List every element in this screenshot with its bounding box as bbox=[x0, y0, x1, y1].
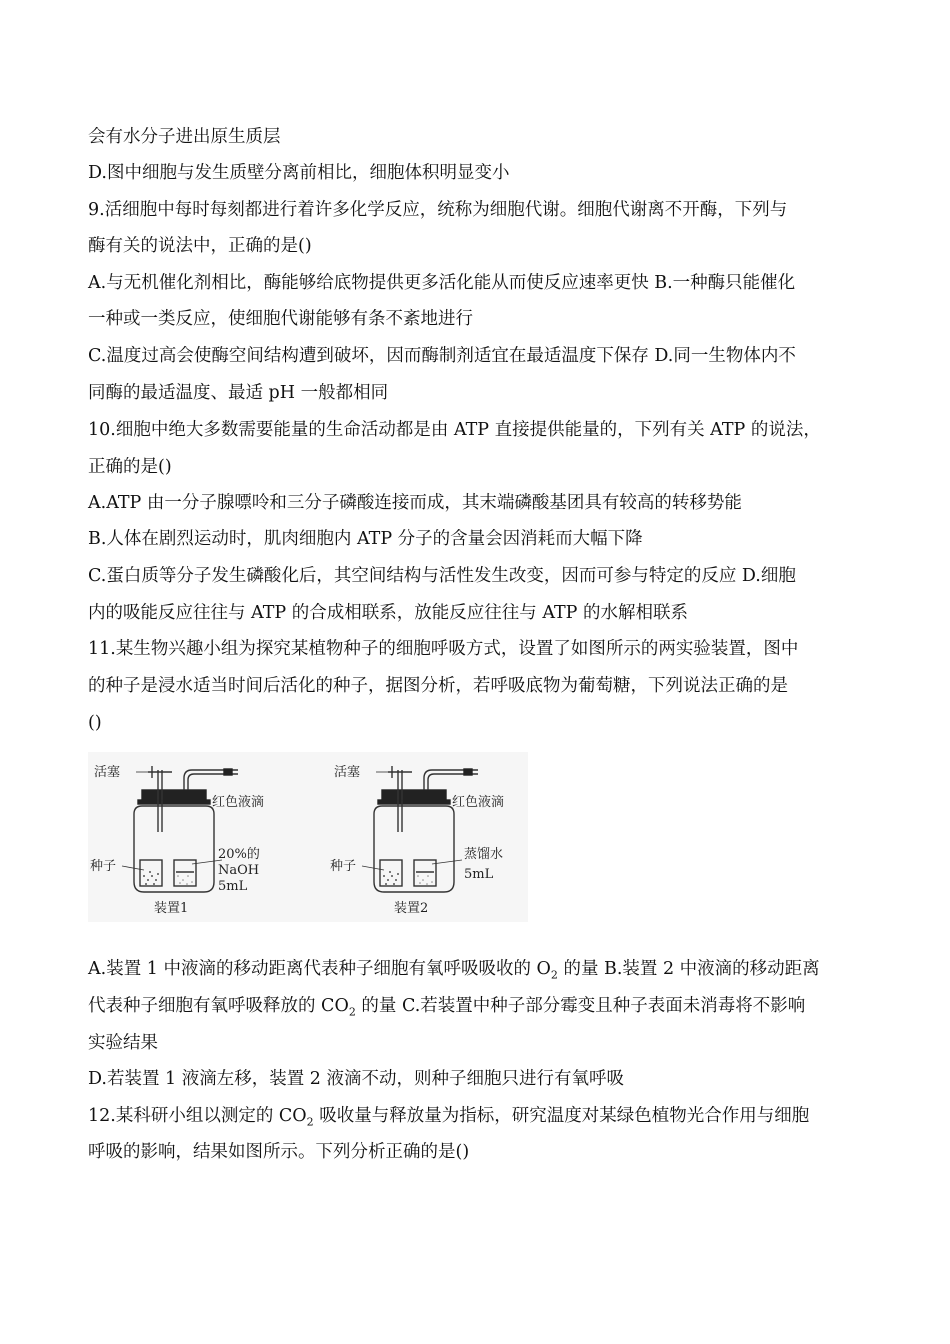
text-line-15: 11.某生物兴趣小组为探究某植物种子的细胞呼吸方式，设置了如图所示的两实验装置，图中 bbox=[88, 639, 799, 659]
q12-line-1 bbox=[88, 1105, 809, 1134]
q11-option-c-text: 的量 C.若装置中种子部分霉变且种子表面未消毒将不影响 bbox=[355, 996, 806, 1016]
text-line-1: 会有水分子进出原生质层 bbox=[88, 127, 281, 147]
apparatus-figure bbox=[88, 752, 528, 922]
device-1-droplet-label: 红色液滴 bbox=[212, 795, 265, 810]
apparatus-diagram bbox=[88, 752, 528, 922]
text-line-17: () bbox=[88, 713, 102, 733]
device-2-volume-label: 5mL bbox=[464, 867, 494, 882]
text-line-14: 内的吸能反应往往与 ATP 的合成相联系，放能反应往往与 ATP 的水解相联系 bbox=[88, 603, 689, 623]
device-2-solution-label: 蒸馏水 bbox=[464, 847, 504, 862]
device-2-droplet-label: 红色液滴 bbox=[452, 795, 505, 810]
text-line-2: D.图中细胞与发生质壁分离前相比，细胞体积明显变小 bbox=[88, 163, 510, 183]
subscript: 2 bbox=[348, 1005, 356, 1019]
text-line-9: 10.细胞中绝大多数需要能量的生命活动都是由 ATP 直接提供能量的，下列有关 ATP 的说法， bbox=[88, 420, 821, 440]
text-line-16: 的种子是浸水适当时间后活化的种子，据图分析，若呼吸底物为葡萄糖，下列说法正确的是 bbox=[88, 676, 788, 696]
q11-option-b-text: 的量 B.装置 2 中液滴的移动距离 bbox=[557, 959, 820, 979]
text-line-5: A.与无机催化剂相比，酶能够给底物提供更多活化能从而使反应速率更快 B.一种酶只能催化 bbox=[88, 273, 796, 293]
device-1-caption: 装置1 bbox=[154, 901, 189, 916]
text-line-12: B.人体在剧烈运动时，肌肉细胞内 ATP 分子的含量会因消耗而大幅下降 bbox=[88, 529, 643, 549]
subscript: 2 bbox=[550, 968, 558, 982]
q11-option-line-3: 实验结果 bbox=[88, 1033, 158, 1053]
q12-text-a: 12.某科研小组以测定的 CO bbox=[88, 1106, 307, 1126]
q11-option-a-text: A.装置 1 中液滴的移动距离代表种子细胞有氧呼吸吸收的 O bbox=[88, 959, 551, 979]
text-line-11: A.ATP 由一分子腺嘌呤和三分子磷酸连接而成，其末端磷酸基团具有较高的转移势能 bbox=[88, 493, 742, 513]
q11-option-d: D.若装置 1 液滴左移，装置 2 液滴不动，则种子细胞只进行有氧呼吸 bbox=[88, 1069, 624, 1089]
subscript: 2 bbox=[306, 1115, 314, 1129]
device-1-stopcock-label: 活塞 bbox=[94, 765, 121, 780]
text-line-6: 一种或一类反应，使细胞代谢能够有条不紊地进行 bbox=[88, 309, 473, 329]
device-1-seeds-label: 种子 bbox=[90, 859, 117, 874]
text-line-13: C.蛋白质等分子发生磷酸化后，其空间结构与活性发生改变，因而可参与特定的反应 D.细胞 bbox=[88, 566, 796, 586]
text-line-8: 同酶的最适温度、最适 pH 一般都相同 bbox=[88, 383, 389, 403]
device-1-solution-label-1: 20%的 bbox=[218, 847, 260, 862]
device-2-stopcock-label: 活塞 bbox=[334, 765, 361, 780]
q11-option-line-1 bbox=[88, 958, 820, 987]
device-2-seeds-label: 种子 bbox=[330, 859, 357, 874]
text-line-10: 正确的是() bbox=[88, 457, 172, 477]
q11-option-b-cont: 代表种子细胞有氧呼吸释放的 CO bbox=[88, 996, 349, 1016]
text-line-3: 9.活细胞中每时每刻都进行着许多化学反应，统称为细胞代谢。细胞代谢离不开酶，下列与 bbox=[88, 200, 788, 220]
device-1-solution-label-2: NaOH bbox=[218, 863, 260, 878]
text-line-7: C.温度过高会使酶空间结构遭到破坏，因而酶制剂适宜在最适温度下保存 D.同一生物体内不 bbox=[88, 346, 796, 366]
device-2-caption: 装置2 bbox=[394, 901, 429, 916]
q12-line-2: 呼吸的影响，结果如图所示。下列分析正确的是() bbox=[88, 1142, 470, 1162]
q12-text-b: 吸收量与释放量为指标，研究温度对某绿色植物光合作用与细胞 bbox=[313, 1106, 810, 1126]
text-line-4: 酶有关的说法中，正确的是() bbox=[88, 236, 312, 256]
device-1-volume-label: 5mL bbox=[218, 879, 248, 894]
q11-option-line-2 bbox=[88, 995, 805, 1024]
